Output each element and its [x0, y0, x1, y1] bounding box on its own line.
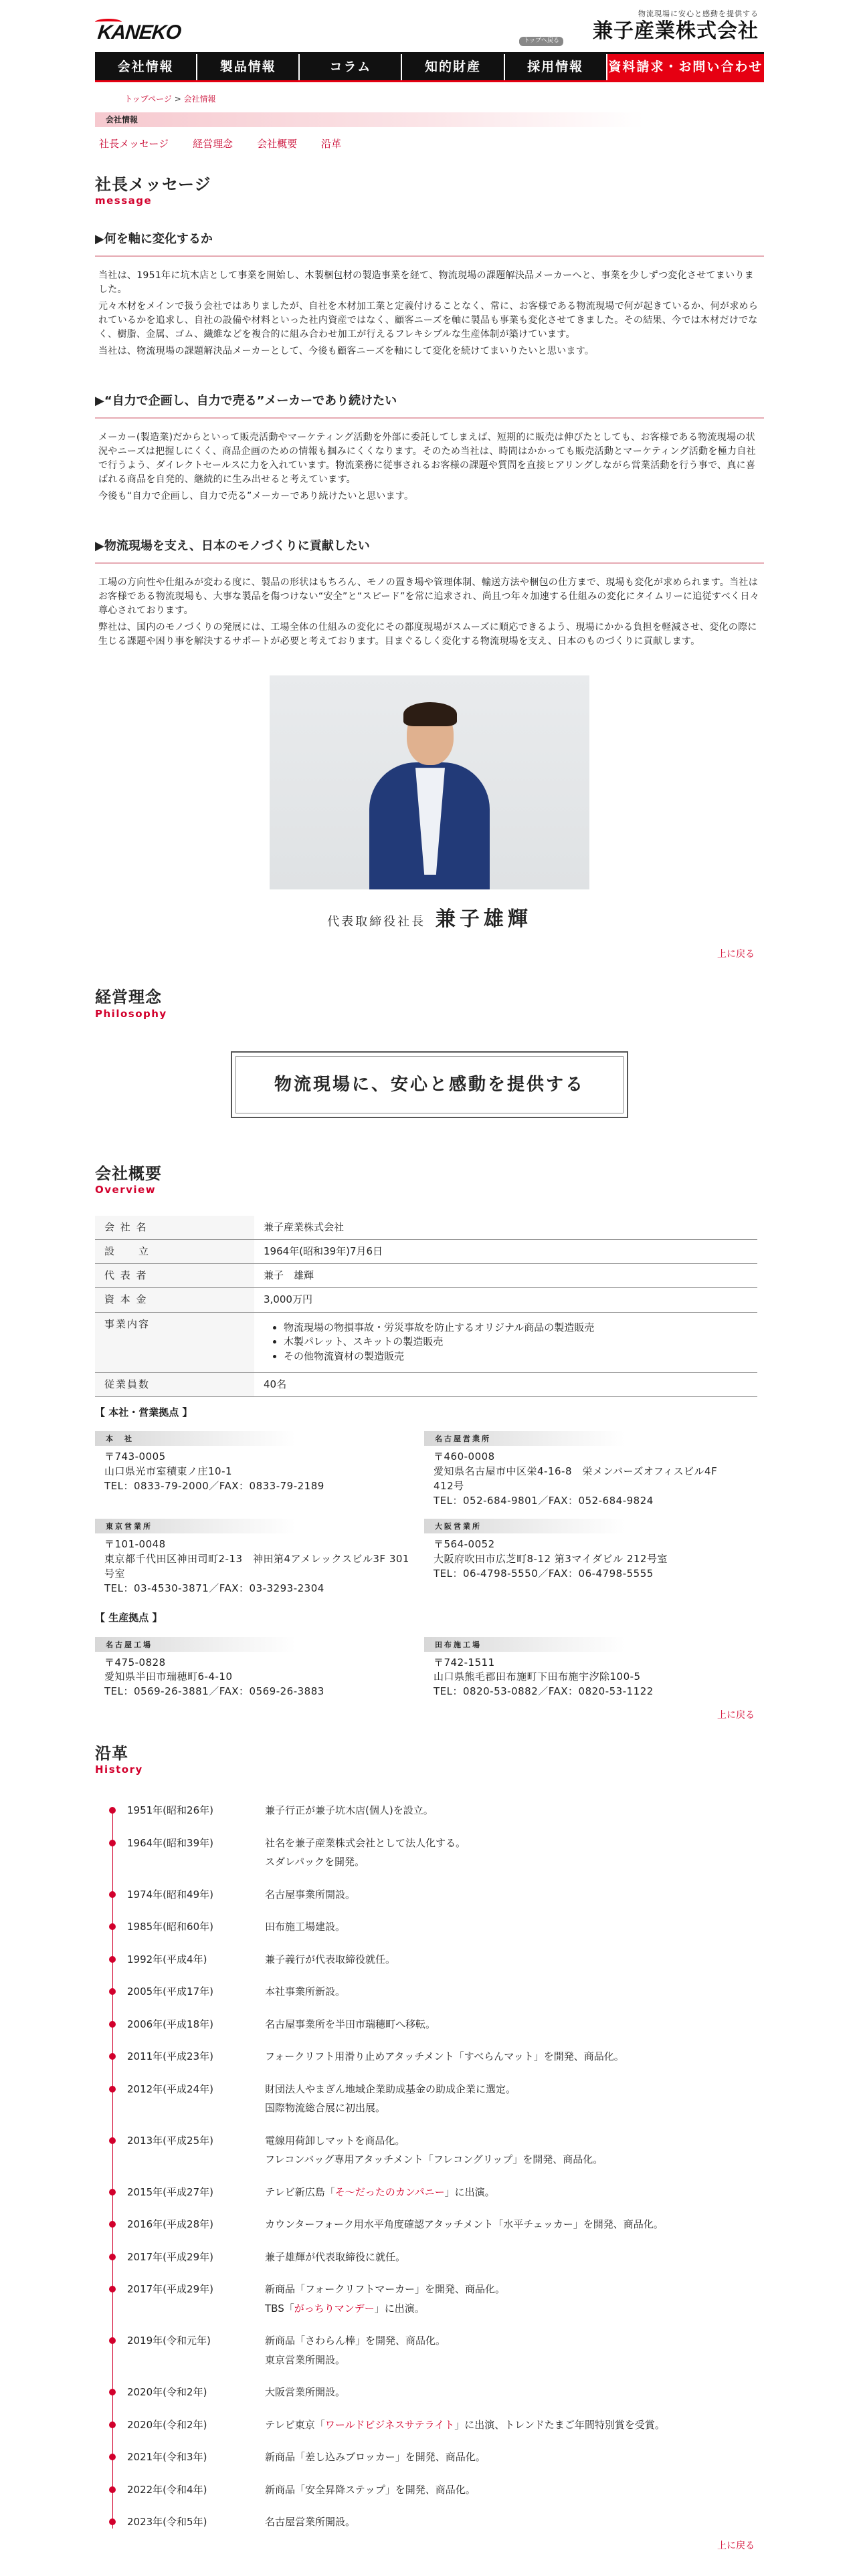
- office-line: 〒743-0005: [104, 1451, 166, 1463]
- table-row: [95, 1216, 757, 1240]
- philosophy-statement: 物流現場に、安心と感動を提供する: [235, 1056, 624, 1113]
- factory-line: 〒742-1511: [434, 1656, 495, 1669]
- history-item: [104, 2133, 764, 2171]
- history-text: [265, 1836, 466, 1874]
- history-line: [265, 2301, 505, 2317]
- history-line: スダレパックを開発。: [265, 1856, 365, 1868]
- history-date: 2016年(平成28年): [127, 2218, 213, 2231]
- row-value: 1964年(昭和39年)7月6日: [254, 1239, 757, 1263]
- office-name: 名古屋営業所: [424, 1431, 625, 1446]
- history-line-post: 」に出演、トレンドたまご年間特別賞を受賞。: [454, 2418, 665, 2431]
- nav-ip[interactable]: 知的財産: [402, 54, 504, 80]
- message-heading-3: ▶物流現場を支え、日本のモノづくりに貢献したい: [95, 537, 764, 564]
- timeline-dot-icon: [109, 2422, 116, 2428]
- history-line: 新商品「フォークリフトマーカー」を開発、商品化。: [265, 2283, 505, 2296]
- message-heading-1: ▶何を軸に変化するか: [95, 230, 764, 257]
- logo-text: KANEKO: [96, 21, 182, 43]
- history-item: [104, 1984, 764, 2004]
- philosophy-frame: [231, 1051, 628, 1118]
- timeline-dot-icon: [109, 2137, 116, 2144]
- office-tokyo: [95, 1519, 409, 1596]
- tv-program-link[interactable]: そ〜だったのカンパニー: [335, 2185, 445, 2198]
- office-name: 本 社: [95, 1431, 296, 1446]
- history-line-pre: テレビ東京「: [265, 2418, 325, 2431]
- history-text: [265, 2217, 664, 2236]
- history-date: 2017年(平成29年): [127, 2283, 213, 2296]
- list-item: • その他物流資材の製造販売: [284, 1350, 757, 1364]
- table-row: [95, 1312, 757, 1372]
- history-item: [104, 2282, 764, 2320]
- breadcrumb: [95, 82, 764, 106]
- history-title: 沿革: [95, 1743, 128, 1763]
- subnav-history[interactable]: 沿革: [321, 137, 342, 150]
- hq-title: 【 本社・営業拠点 】: [95, 1406, 193, 1419]
- breadcrumb-home[interactable]: トップページ: [124, 94, 172, 104]
- message-paragraph: メーカー(製造業)だからといって販売活動やマーケティング活動を外部に委託してしまえば、短期的に販売は伸びたとしても、お客様である物流現場の状況やニーズは把握しにくく、商品企画のための情報も掴みにくくなります。そのため当社は、時間はかかっても販売活動とマーケティング活動を極力自社で行うよう、ダイレクトセールスに力を入れています。物流業務に従事されるお客様の課題や質問を直接ヒアリングしながら営業活動を行う事で、真に喜ばれる商品を自発的、継続的に生み出せると考えています。: [98, 432, 756, 486]
- office-hq: [95, 1431, 409, 1508]
- factory-line: 〒475-0828: [104, 1656, 166, 1669]
- history-date: 1964年(昭和39年): [127, 1836, 213, 1849]
- history-line: 名古屋営業所開設。: [265, 2516, 356, 2529]
- history-date: 2015年(平成27年): [127, 2185, 213, 2198]
- philosophy-subtitle: Philosophy: [95, 1007, 167, 1020]
- history-line: 兼子雄輝が代表取締役に就任。: [265, 2250, 406, 2263]
- history-item: [104, 2185, 764, 2204]
- factory-tabuse: [424, 1637, 739, 1699]
- section-label: 会社情報: [95, 112, 644, 127]
- history-line: [265, 2185, 495, 2200]
- history-item: [104, 1952, 764, 1971]
- back-to-top-link[interactable]: 上に戻る: [717, 1709, 755, 1721]
- message-paragraph: 弊社は、国内のモノづくりの発展には、工場全体の仕組みの変化にその都度現場がスムーズに順応できるよう、現場にかかる負担を軽減させ、変化の際に生じる課題や困り事を解決するサポートが必要と考えております。目まぐるしく変化する物流現場を支え、日本のものづくりに貢献します。: [98, 622, 757, 647]
- history-subtitle: History: [95, 1763, 143, 1776]
- history-text: [265, 2282, 505, 2320]
- office-name: 東京営業所: [95, 1519, 296, 1533]
- history-date: 2006年(平成18年): [127, 2018, 213, 2030]
- overview-subtitle: Overview: [95, 1184, 157, 1196]
- history-item: [104, 1803, 764, 1822]
- factory-name: 名古屋工場: [95, 1637, 296, 1652]
- row-value: 兼子 雄輝: [254, 1264, 757, 1288]
- history-item: [104, 2385, 764, 2404]
- business-list: [264, 1321, 757, 1364]
- nav-products[interactable]: 製品情報: [197, 54, 300, 80]
- overview-table: [95, 1216, 757, 1398]
- history-item: [104, 2049, 764, 2068]
- row-key: 資 本 金: [95, 1288, 254, 1312]
- list-item: • 物流現場の物損事故・労災事故を防止するオリジナル商品の製造販売: [284, 1321, 757, 1335]
- row-value: 兼子産業株式会社: [254, 1216, 757, 1240]
- office-line: TEL：0833-79-2000／FAX：0833-79-2189: [104, 1479, 324, 1492]
- history-date: 1974年(昭和49年): [127, 1888, 213, 1901]
- row-value: 40名: [254, 1372, 757, 1396]
- top-badge[interactable]: トップへ戻る: [519, 37, 563, 46]
- office-line: TEL：03-4530-3871／FAX：03-3293-2304: [104, 1582, 324, 1594]
- history-line: 大阪営業所開設。: [265, 2386, 346, 2399]
- history-item: [104, 2333, 764, 2371]
- office-line: 〒101-0048: [104, 1538, 166, 1551]
- timeline-dot-icon: [109, 2189, 116, 2195]
- history-date: 2023年(令和5年): [127, 2516, 207, 2529]
- tv-program-link[interactable]: ワールドビジネスサテライト: [324, 2418, 455, 2431]
- message-block-2: [95, 431, 764, 504]
- history-line: 名古屋事業所を半田市瑞穂町へ移転。: [265, 2018, 436, 2030]
- history-text: [265, 2133, 603, 2171]
- factory-line: 山口県熊毛郡田布施町下田布施宇汐除100-5: [434, 1671, 641, 1683]
- row-key: 事業内容: [95, 1312, 254, 1372]
- table-row: [95, 1288, 757, 1312]
- message-subtitle: message: [95, 195, 153, 207]
- photo-hair: [403, 702, 457, 726]
- history-line: 本社事業所新設。: [265, 1985, 346, 1998]
- history-text: [265, 2482, 476, 2502]
- history-date: 1951年(昭和26年): [127, 1804, 213, 1817]
- history-item: [104, 2017, 764, 2036]
- history-item: [104, 2418, 764, 2437]
- overview-section: [95, 1165, 764, 1723]
- history-line: 電線用荷卸しマットを商品化。: [265, 2134, 405, 2147]
- history-date: 2020年(令和2年): [127, 2386, 207, 2399]
- factory-grid: [95, 1626, 764, 1699]
- breadcrumb-current: 会社情報: [183, 94, 216, 104]
- history-line: 財団法人やまぎん地域企業助成基金の助成企業に選定。: [265, 2082, 516, 2095]
- office-osaka: [424, 1519, 739, 1596]
- message-heading-2: ▶“自力で企画し、自力で売る”メーカーであり続けたい: [95, 392, 764, 419]
- history-date: 2020年(令和2年): [127, 2418, 207, 2431]
- history-item: [104, 1919, 764, 1939]
- message-block-3: [95, 576, 764, 649]
- message-title: 社長メッセージ: [95, 175, 211, 194]
- history-text: [265, 2385, 345, 2404]
- history-line: 新商品「さわらん棒」を開発、商品化。: [265, 2335, 446, 2347]
- page-subnav: [95, 127, 764, 152]
- history-date: 1985年(昭和60年): [127, 1921, 213, 1933]
- list-item: • 木製パレット、スキットの製造販売: [284, 1335, 757, 1350]
- office-line: 〒460-0008: [434, 1451, 495, 1463]
- table-row: [95, 1239, 757, 1263]
- timeline-dot-icon: [109, 1891, 116, 1898]
- history-section: [95, 1745, 764, 2554]
- message-section: [95, 176, 764, 962]
- history-line: 社名を兼子産業株式会社として法人化する。: [265, 1836, 466, 1849]
- history-text: [265, 2418, 665, 2437]
- history-text: [265, 2082, 516, 2120]
- history-text: [265, 2250, 405, 2269]
- history-timeline: [95, 1803, 764, 2534]
- nav-recruit[interactable]: 採用情報: [505, 54, 607, 80]
- factory-nagoya: [95, 1637, 409, 1699]
- kaneko-logo[interactable]: [98, 17, 181, 49]
- history-date: 2022年(令和4年): [127, 2483, 207, 2496]
- history-date: 2012年(平成24年): [127, 2082, 213, 2095]
- table-row: [95, 1264, 757, 1288]
- history-line: カウンターフォーク用水平角度確認アタッチメント「水平チェッカー」を開発、商品化。: [265, 2218, 664, 2231]
- nav-contact-button[interactable]: 資料請求・お問い合わせ: [607, 54, 764, 80]
- brand-tagline: 物流現場に安心と感動を提供する: [638, 9, 759, 18]
- history-item: [104, 2250, 764, 2269]
- history-item: [104, 2082, 764, 2120]
- subnav-philosophy[interactable]: 経営理念: [193, 137, 233, 150]
- history-line: 名古屋事業所開設。: [265, 1888, 356, 1901]
- message-paragraph: 元々木材をメインで扱う会社ではありましたが、自社を木材加工業と定義付けることなく、常に、お客様である物流現場で何が起きているか、何が求められているかを追求し、自社の設備や材料といった社内資産ではなく、顧客ニーズを軸に製品も事業も変化させてきました。その結果、今では木材だけでなく、樹脂、金属、ゴム、繊維などを複合的に組み合わせ加工が行えるフレキシブルな生産体制が築けています。: [98, 301, 759, 340]
- history-text: [265, 1984, 345, 2004]
- history-text: [265, 1952, 395, 1971]
- history-item: [104, 2450, 764, 2469]
- brand-block[interactable]: [593, 8, 759, 43]
- row-value: 3,000万円: [254, 1288, 757, 1312]
- timeline-dot-icon: [109, 2021, 116, 2028]
- history-line: 新商品「安全昇降ステップ」を開発、商品化。: [265, 2483, 476, 2496]
- timeline-dot-icon: [109, 2086, 116, 2092]
- office-line: TEL：052-684-9801／FAX：052-684-9824: [434, 1494, 654, 1507]
- history-line-pre: テレビ新広島「: [265, 2185, 335, 2198]
- office-name: 大阪営業所: [424, 1519, 625, 1533]
- timeline-dot-icon: [109, 1956, 116, 1963]
- office-line: 〒564-0052: [434, 1538, 495, 1551]
- factory-line: TEL：0569-26-3881／FAX：0569-26-3883: [104, 1685, 324, 1698]
- history-text: [265, 1919, 345, 1939]
- brand-company-name: 兼子産業株式会社: [593, 19, 759, 43]
- history-line: 新商品「差し込みブロッカー」を開発、商品化。: [265, 2451, 486, 2464]
- breadcrumb-sep: >: [171, 94, 184, 104]
- history-item: [104, 1836, 764, 1874]
- philosophy-title: 経営理念: [95, 988, 162, 1007]
- tv-program-link[interactable]: がっちりマンデー: [294, 2302, 375, 2315]
- subnav-message[interactable]: 社長メッセージ: [99, 137, 169, 150]
- factory-line: TEL：0820-53-0882／FAX：0820-53-1122: [434, 1685, 654, 1698]
- office-line: 大阪府吹田市広芝町8-12 第3マイダビル 212号室: [434, 1553, 668, 1566]
- subnav-overview[interactable]: 会社概要: [257, 137, 298, 150]
- office-line: 東京都千代田区神田司町2-13 神田第4アメレックスビル3F 301号室: [104, 1553, 409, 1580]
- row-key: 会 社 名: [95, 1216, 254, 1240]
- history-text: [265, 2049, 624, 2068]
- history-item: [104, 2514, 764, 2534]
- history-line: 田布施工場建設。: [265, 1921, 346, 1933]
- history-line: 兼子義行が代表取締役就任。: [265, 1953, 396, 1965]
- history-text: [265, 2333, 446, 2371]
- history-line: フォークリフト用滑り止めアタッチメント「すべらんマット」を開発、商品化。: [265, 2050, 624, 2063]
- timeline-dot-icon: [109, 2254, 116, 2260]
- president-signature: [95, 904, 764, 936]
- history-line: 国際物流総合展に初出展。: [265, 2102, 386, 2115]
- row-key: 代 表 者: [95, 1264, 254, 1288]
- signature-name: 兼子雄輝: [435, 907, 532, 932]
- signature-role: 代表取締役社長: [327, 915, 426, 930]
- factory-line: 愛知県半田市瑞穂町6-4-10: [104, 1671, 233, 1683]
- history-text: [265, 1887, 355, 1907]
- factory-title: 【 生産拠点 】: [95, 1612, 163, 1624]
- history-line: [265, 2418, 665, 2433]
- factory-name: 田布施工場: [424, 1637, 625, 1652]
- timeline-dot-icon: [109, 1840, 116, 1846]
- office-nagoya: [424, 1431, 739, 1508]
- history-date: 2019年(令和元年): [127, 2335, 211, 2347]
- message-paragraph: 当社は、物流現場の課題解決品メーカーとして、今後も顧客ニーズを軸にして変化を続けてまいりたいと思います。: [98, 346, 595, 357]
- office-line: TEL：06-4798-5550／FAX：06-4798-5555: [434, 1567, 654, 1580]
- history-line: フレコンバッグ専用アタッチメント「フレコングリップ」を開発、商品化。: [265, 2153, 603, 2166]
- message-paragraph: 今後も“自力で企画し、自力で売る”メーカーであり続けたいと思います。: [98, 491, 414, 502]
- history-text: [265, 2185, 495, 2204]
- office-grid: [95, 1420, 764, 1596]
- message-block-1: [95, 269, 764, 358]
- overview-title: 会社概要: [95, 1164, 162, 1183]
- history-date: 2021年(令和3年): [127, 2451, 207, 2464]
- history-text: [265, 1803, 434, 1822]
- philosophy-section: [95, 988, 764, 1118]
- table-row: [95, 1372, 757, 1396]
- history-date: 1992年(平成4年): [127, 1953, 207, 1965]
- row-key: 従業員数: [95, 1372, 254, 1396]
- message-paragraph: 工場の方向性や仕組みが変わる度に、製品の形状はもちろん、モノの置き場や管理体制、輸送方法や梱包の仕方まで、現場も変化が求められます。当社はお客様である物流現場も、大事な製品を傷つけない“安全”と“スピード”を常に追求され、尚且つ年々加速する仕組みの変化にタイムリーに追従すべく日々尊心されております。: [98, 577, 760, 617]
- history-line: 東京営業所開設。: [265, 2353, 346, 2366]
- global-nav: [95, 52, 764, 80]
- history-date: 2017年(平成29年): [127, 2250, 213, 2263]
- office-line: 山口県光市室積東ノ庄10-1: [104, 1465, 233, 1478]
- history-text: [265, 2450, 486, 2469]
- history-date: 2005年(平成17年): [127, 1985, 213, 1998]
- history-text: [265, 2017, 436, 2036]
- history-line-pre: TBS「: [265, 2302, 294, 2315]
- history-item: [104, 1887, 764, 1907]
- nav-column[interactable]: コラム: [300, 54, 402, 80]
- back-to-top-link[interactable]: 上に戻る: [717, 2540, 755, 2551]
- history-text: [265, 2514, 355, 2534]
- president-photo: [270, 675, 589, 889]
- history-line-post: 」に出演。: [374, 2302, 425, 2315]
- history-line-post: 」に出演。: [444, 2185, 495, 2198]
- history-item: [104, 2482, 764, 2502]
- back-to-top-link[interactable]: 上に戻る: [717, 948, 755, 960]
- office-line: 愛知県名古屋市中区栄4-16-8 栄メンバーズオフィスビル4F 412号: [434, 1465, 718, 1492]
- site-header: [95, 0, 764, 52]
- timeline-dot-icon: [109, 2486, 116, 2493]
- history-line: 兼子行正が兼子坑木店(個人)を設立。: [265, 1804, 434, 1817]
- history-item: [104, 2217, 764, 2236]
- message-paragraph: 当社は、1951年に坑木店として事業を開始し、木製梱包材の製造事業を経て、物流現場の課題解決品メーカーへと、事業を少しずつ変化させてまいりました。: [98, 270, 755, 296]
- nav-company[interactable]: 会社情報: [95, 54, 197, 80]
- row-key: 設 立: [95, 1239, 254, 1263]
- history-date: 2011年(平成23年): [127, 2050, 213, 2063]
- history-date: 2013年(平成25年): [127, 2134, 213, 2147]
- business-list-cell: [254, 1312, 757, 1372]
